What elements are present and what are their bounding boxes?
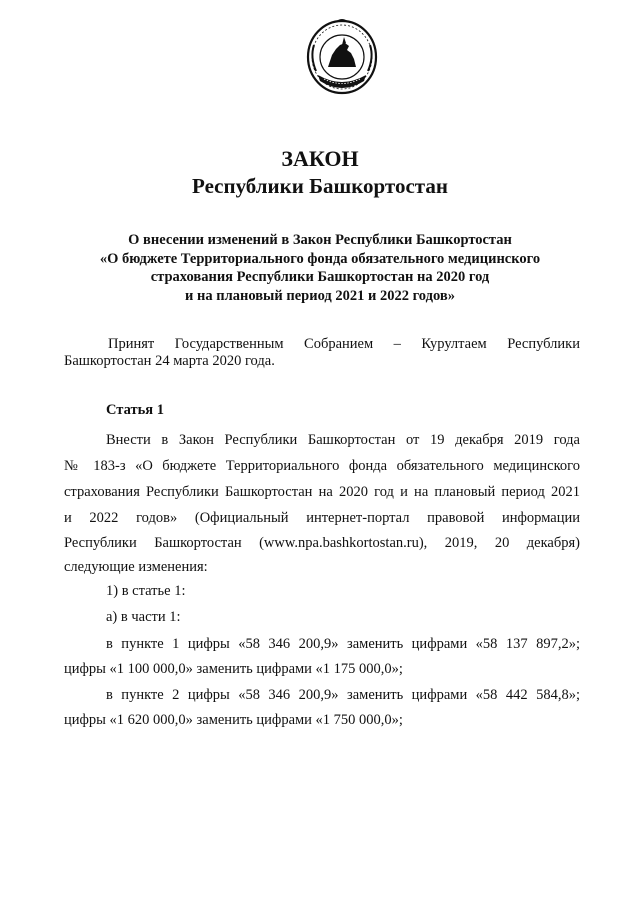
article-text-line: цифры «1 620 000,0» заменить цифрами «1 750 000,0»;	[64, 712, 403, 728]
coat-of-arms-icon	[304, 15, 380, 95]
article-text-line: в пункте 2 цифры «58 346 200,9» заменить цифрами «58 442 584,8»;	[106, 687, 580, 703]
article-heading: Статья 1	[106, 402, 164, 418]
law-title	[60, 231, 580, 305]
list-item: 1) в статье 1:	[106, 583, 186, 599]
article-text-line: Республики Башкортостан (www.npa.bashkortostan.ru), 2019, 20 декабря)	[64, 535, 580, 551]
article-text-line: цифры «1 100 000,0» заменить цифрами «1 175 000,0»;	[64, 661, 403, 677]
law-title-line: О внесении изменений в Закон Республики Башкортостан	[128, 232, 512, 248]
list-item: а) в части 1:	[106, 609, 181, 625]
law-title-line: «О бюджете Территориального фонда обязательного медицинского	[99, 250, 541, 267]
law-title-line: и на плановый период 2021 и 2022 годов»	[185, 287, 455, 304]
adoption-line: Принят Государственным Собранием – Курултаем Республики	[108, 336, 580, 352]
article-text-line: в пункте 1 цифры «58 346 200,9» заменить цифрами «58 137 897,2»;	[106, 636, 580, 652]
law-title-line: страхования Республики Башкортостан на 2020 год	[150, 269, 490, 285]
article-text-line: № 183-з «О бюджете Территориального фонда обязательного медицинского	[64, 458, 580, 474]
document-issuer: Республики Башкортостан	[192, 174, 448, 198]
article-text-line: следующие изменения:	[64, 559, 208, 575]
article-text-line: страхования Республики Башкортостан на 2020 год и на плановый период 2021	[64, 484, 580, 500]
adoption-line: Башкортостан 24 марта 2020 года.	[64, 353, 275, 369]
article-text-line: Внести в Закон Республики Башкортостан от 19 декабря 2019 года	[106, 432, 580, 448]
document-type: ЗАКОН	[281, 146, 359, 171]
article-text-line: и 2022 годов» (Официальный интернет-портал правовой информации	[64, 510, 580, 526]
